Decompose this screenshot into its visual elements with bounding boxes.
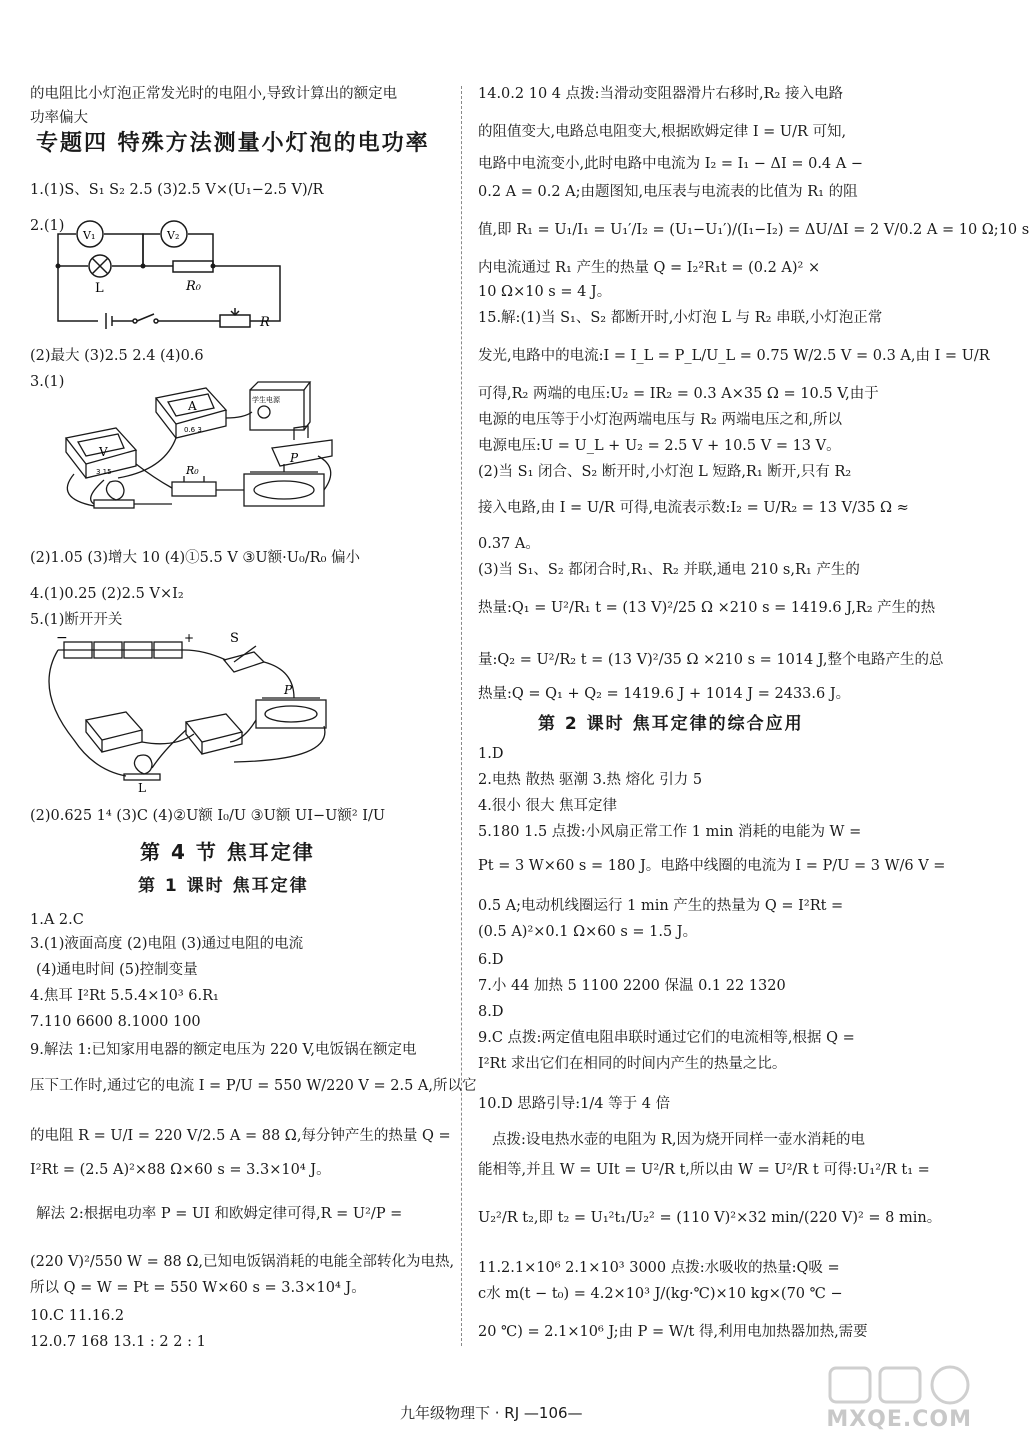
lesson-heading: 第 2 课时 焦耳定律的综合应用 bbox=[538, 714, 804, 734]
text-line: (4)通电时间 (5)控制变量 bbox=[36, 962, 198, 978]
text-line: 5.180 1.5 点拨:小风扇正常工作 1 min 消耗的电能为 W = bbox=[478, 824, 862, 840]
text-line: (2)1.05 (3)增大 10 (4)①5.5 V ③U额·U₀/R₀ 偏小 bbox=[30, 550, 361, 566]
text-line: 7.110 6600 8.1000 100 bbox=[30, 1014, 201, 1030]
text-line: 11.2.1×10⁶ 2.1×10³ 3000 点拨:水吸收的热量:Q吸 = bbox=[478, 1260, 840, 1276]
text-line: 接入电路,由 I = U/R 可得,电流表示数:I₂ = U/R₂ = 13 V/35 Ω ≈ bbox=[478, 500, 909, 516]
resistor-r0-label: R₀ bbox=[186, 464, 199, 477]
text-line: U₂²/R t₂,即 t₂ = U₁²t₁/U₂² = (110 V)²×32 min/(220 V)² = 8 min。 bbox=[478, 1210, 942, 1226]
lamp-label: L bbox=[138, 781, 146, 795]
section-heading: 专题四 特殊方法测量小灯泡的电功率 bbox=[36, 131, 430, 156]
text-line: 12.0.7 168 13.1 : 2 2 : 1 bbox=[30, 1334, 206, 1350]
text-line: 2.电热 散热 驱潮 3.热 熔化 引力 5 bbox=[478, 772, 703, 788]
resistor-r0-label: R₀ bbox=[186, 279, 201, 294]
text-line: 5.(1)断开开关 bbox=[30, 612, 123, 628]
text-line: (220 V)²/550 W = 88 Ω,已知电饭锅消耗的电能全部转化为电热, bbox=[30, 1254, 455, 1270]
battery-plus-label: + bbox=[184, 631, 195, 645]
ammeter-label: A bbox=[188, 399, 197, 413]
text-line: 4.(1)0.25 (2)2.5 V×I₂ bbox=[30, 586, 184, 602]
text-line: 14.0.2 10 4 点拨:当滑动变阻器滑片右移时,R₂ 接入电路 bbox=[478, 86, 843, 102]
text-line: 功率偏大 bbox=[30, 110, 88, 126]
text-line: (0.5 A)²×0.1 Ω×60 s = 1.5 J。 bbox=[478, 924, 698, 940]
text-line: 9.C 点拨:两定值电阻串联时通过它们的电流相等,根据 Q = bbox=[478, 1030, 855, 1046]
text-line: 发光,电路中的电流:I = I_L = P_L/U_L = 0.75 W/2.5 V = 0.3 A,由 I = U/R bbox=[478, 348, 990, 364]
text-line: 8.D bbox=[478, 1004, 504, 1020]
text-line: 10 Ω×10 s = 4 J。 bbox=[478, 284, 612, 300]
battery-minus-label: − bbox=[56, 630, 68, 646]
circuit-diagram-5 bbox=[34, 630, 334, 795]
text-line: 1.A 2.C bbox=[30, 912, 84, 928]
text-line: 的阻值变大,电路总电阻变大,根据欧姆定律 I = U/R 可知, bbox=[478, 124, 847, 140]
text-line: 内电流通过 R₁ 产生的热量 Q = I₂²R₁t = (0.2 A)² × bbox=[478, 260, 821, 276]
lamp-label: L bbox=[95, 281, 104, 296]
text-line: 1.D bbox=[478, 746, 504, 762]
circuit-diagram-2 bbox=[48, 216, 308, 334]
text-line: 点拨:设电热水壶的电阻为 R,因为烧开同样一壶水消耗的电 bbox=[492, 1132, 866, 1148]
text-line: (2)最大 (3)2.5 2.4 (4)0.6 bbox=[30, 348, 204, 364]
text-line: 1.(1)S、S₁ S₂ 2.5 (3)2.5 V×(U₁−2.5 V)/R bbox=[30, 182, 324, 198]
voltmeter-v1-label: V₁ bbox=[83, 229, 96, 242]
text-line: 10.D 思路引导:1/4 等于 4 倍 bbox=[478, 1096, 671, 1112]
text-line: 15.解:(1)当 S₁、S₂ 都断开时,小灯泡 L 与 R₂ 串联,小灯泡正常 bbox=[478, 310, 883, 326]
switch-s-label: S bbox=[230, 631, 239, 646]
text-line: 4.很小 很大 焦耳定律 bbox=[478, 798, 618, 814]
text-line: 的电阻 R = U/I = 220 V/2.5 A = 88 Ω,每分钟产生的热量 Q = bbox=[30, 1128, 451, 1144]
lesson-heading: 第 1 课时 焦耳定律 bbox=[138, 876, 309, 896]
text-line: 电源电压:U = U_L + U₂ = 2.5 V + 10.5 V = 13 V。 bbox=[478, 438, 841, 454]
text-line: 0.5 A;电动机线圈运行 1 min 产生的热量为 Q = I²Rt = bbox=[478, 898, 844, 914]
text-line: 热量:Q₁ = U²/R₁ t = (13 V)²/25 Ω ×210 s = 1419.6 J,R₂ 产生的热 bbox=[478, 600, 936, 616]
slider-p-label: P bbox=[284, 683, 293, 697]
text-line: 能相等,并且 W = UIt = U²/R t,所以由 W = U²/R t 可得:U₁²/R t₁ = bbox=[478, 1162, 930, 1178]
page-footer: 九年级物理下 · RJ —106— bbox=[400, 1404, 583, 1422]
text-line: 0.37 A。 bbox=[478, 536, 540, 552]
text-line: 解法 2:根据电功率 P = UI 和欧姆定律可得,R = U²/P = bbox=[36, 1206, 403, 1222]
text-line: 电源的电压等于小灯泡两端电压与 R₂ 两端电压之和,所以 bbox=[478, 412, 843, 428]
text-line: 20 ℃) = 2.1×10⁶ J;由 P = W/t 得,利用电加热器加热,需要 bbox=[478, 1324, 868, 1340]
text-line: 值,即 R₁ = U₁/I₁ = U₁′/I₂ = (U₁−U₁′)/(I₁−I₂) = ΔU/ΔI = 2 V/0.2 A = 10 Ω;10 s bbox=[478, 222, 1029, 238]
voltmeter-v2-label: V₂ bbox=[167, 229, 180, 242]
voltmeter-scale: 3 15 bbox=[96, 468, 112, 476]
text-line: 量:Q₂ = U²/R₂ t = (13 V)²/35 Ω ×210 s = 1014 J,整个电路产生的总 bbox=[478, 652, 944, 668]
rheostat-r-label: R bbox=[260, 315, 270, 330]
text-line: 所以 Q = W = Pt = 550 W×60 s = 3.3×10⁴ J。 bbox=[30, 1280, 366, 1296]
text-line: 4.焦耳 I²Rt 5.5.4×10³ 6.R₁ bbox=[30, 988, 219, 1004]
text-line: 压下工作时,通过它的电流 I = P/U = 550 W/220 V = 2.5 A,所以它 bbox=[30, 1078, 477, 1094]
text-line: 热量:Q = Q₁ + Q₂ = 1419.6 J + 1014 J = 2433.6 J。 bbox=[478, 686, 851, 702]
text-line: 可得,R₂ 两端的电压:U₂ = IR₂ = 0.3 A×35 Ω = 10.5 V,由于 bbox=[478, 386, 879, 402]
text-line: 0.2 A = 0.2 A;由题图知,电压表与电流表的比值为 R₁ 的阻 bbox=[478, 184, 858, 200]
text-line: 10.C 11.16.2 bbox=[30, 1308, 125, 1324]
section-heading: 第 4 节 焦耳定律 bbox=[140, 840, 315, 864]
text-line: 2.(1) bbox=[30, 218, 65, 234]
column-divider bbox=[461, 86, 462, 1346]
text-line: 3.(1)液面高度 (2)电阻 (3)通过电阻的电流 bbox=[30, 936, 304, 952]
circuit-diagram-3 bbox=[44, 378, 344, 528]
text-line: 电路中电流变小,此时电路中电流为 I₂ = I₁ − ΔI = 0.4 A − bbox=[478, 156, 863, 172]
ammeter-scale: 0.6 3 bbox=[184, 426, 202, 434]
slider-p-label: P bbox=[290, 451, 299, 465]
text-line: 6.D bbox=[478, 952, 504, 968]
text-line: 7.小 44 加热 5 1100 2200 保温 0.1 22 1320 bbox=[478, 978, 786, 994]
text-line: I²Rt 求出它们在相同的时间内产生的热量之比。 bbox=[478, 1056, 787, 1072]
text-line: (3)当 S₁、S₂ 都闭合时,R₁、R₂ 并联,通电 210 s,R₁ 产生的 bbox=[478, 562, 860, 578]
text-line: (2)0.625 1⁴ (3)C (4)②U额 I₀/U ③U额 UI−U额² I/U bbox=[30, 808, 386, 824]
text-line: c水 m(t − t₀) = 4.2×10³ J/(kg·℃)×10 kg×(70 ℃ − bbox=[478, 1286, 843, 1302]
text-line: Pt = 3 W×60 s = 180 J。电路中线圈的电流为 I = P/U = 3 W/6 V = bbox=[478, 858, 946, 874]
text-line: 9.解法 1:已知家用电器的额定电压为 220 V,电饭锅在额定电 bbox=[30, 1042, 417, 1058]
text-line: 的电阻比小灯泡正常发光时的电阻小,导致计算出的额定电 bbox=[30, 86, 398, 102]
voltmeter-label: V bbox=[99, 445, 108, 459]
text-line: 3.(1) bbox=[30, 374, 65, 390]
text-line: (2)当 S₁ 闭合、S₂ 断开时,小灯泡 L 短路,R₁ 断开,只有 R₂ bbox=[478, 464, 852, 480]
power-supply-label: 学生电源 bbox=[252, 396, 280, 404]
text-line: I²Rt = (2.5 A)²×88 Ω×60 s = 3.3×10⁴ J。 bbox=[30, 1162, 331, 1178]
watermark-text: MXQE.COM bbox=[826, 1407, 972, 1432]
